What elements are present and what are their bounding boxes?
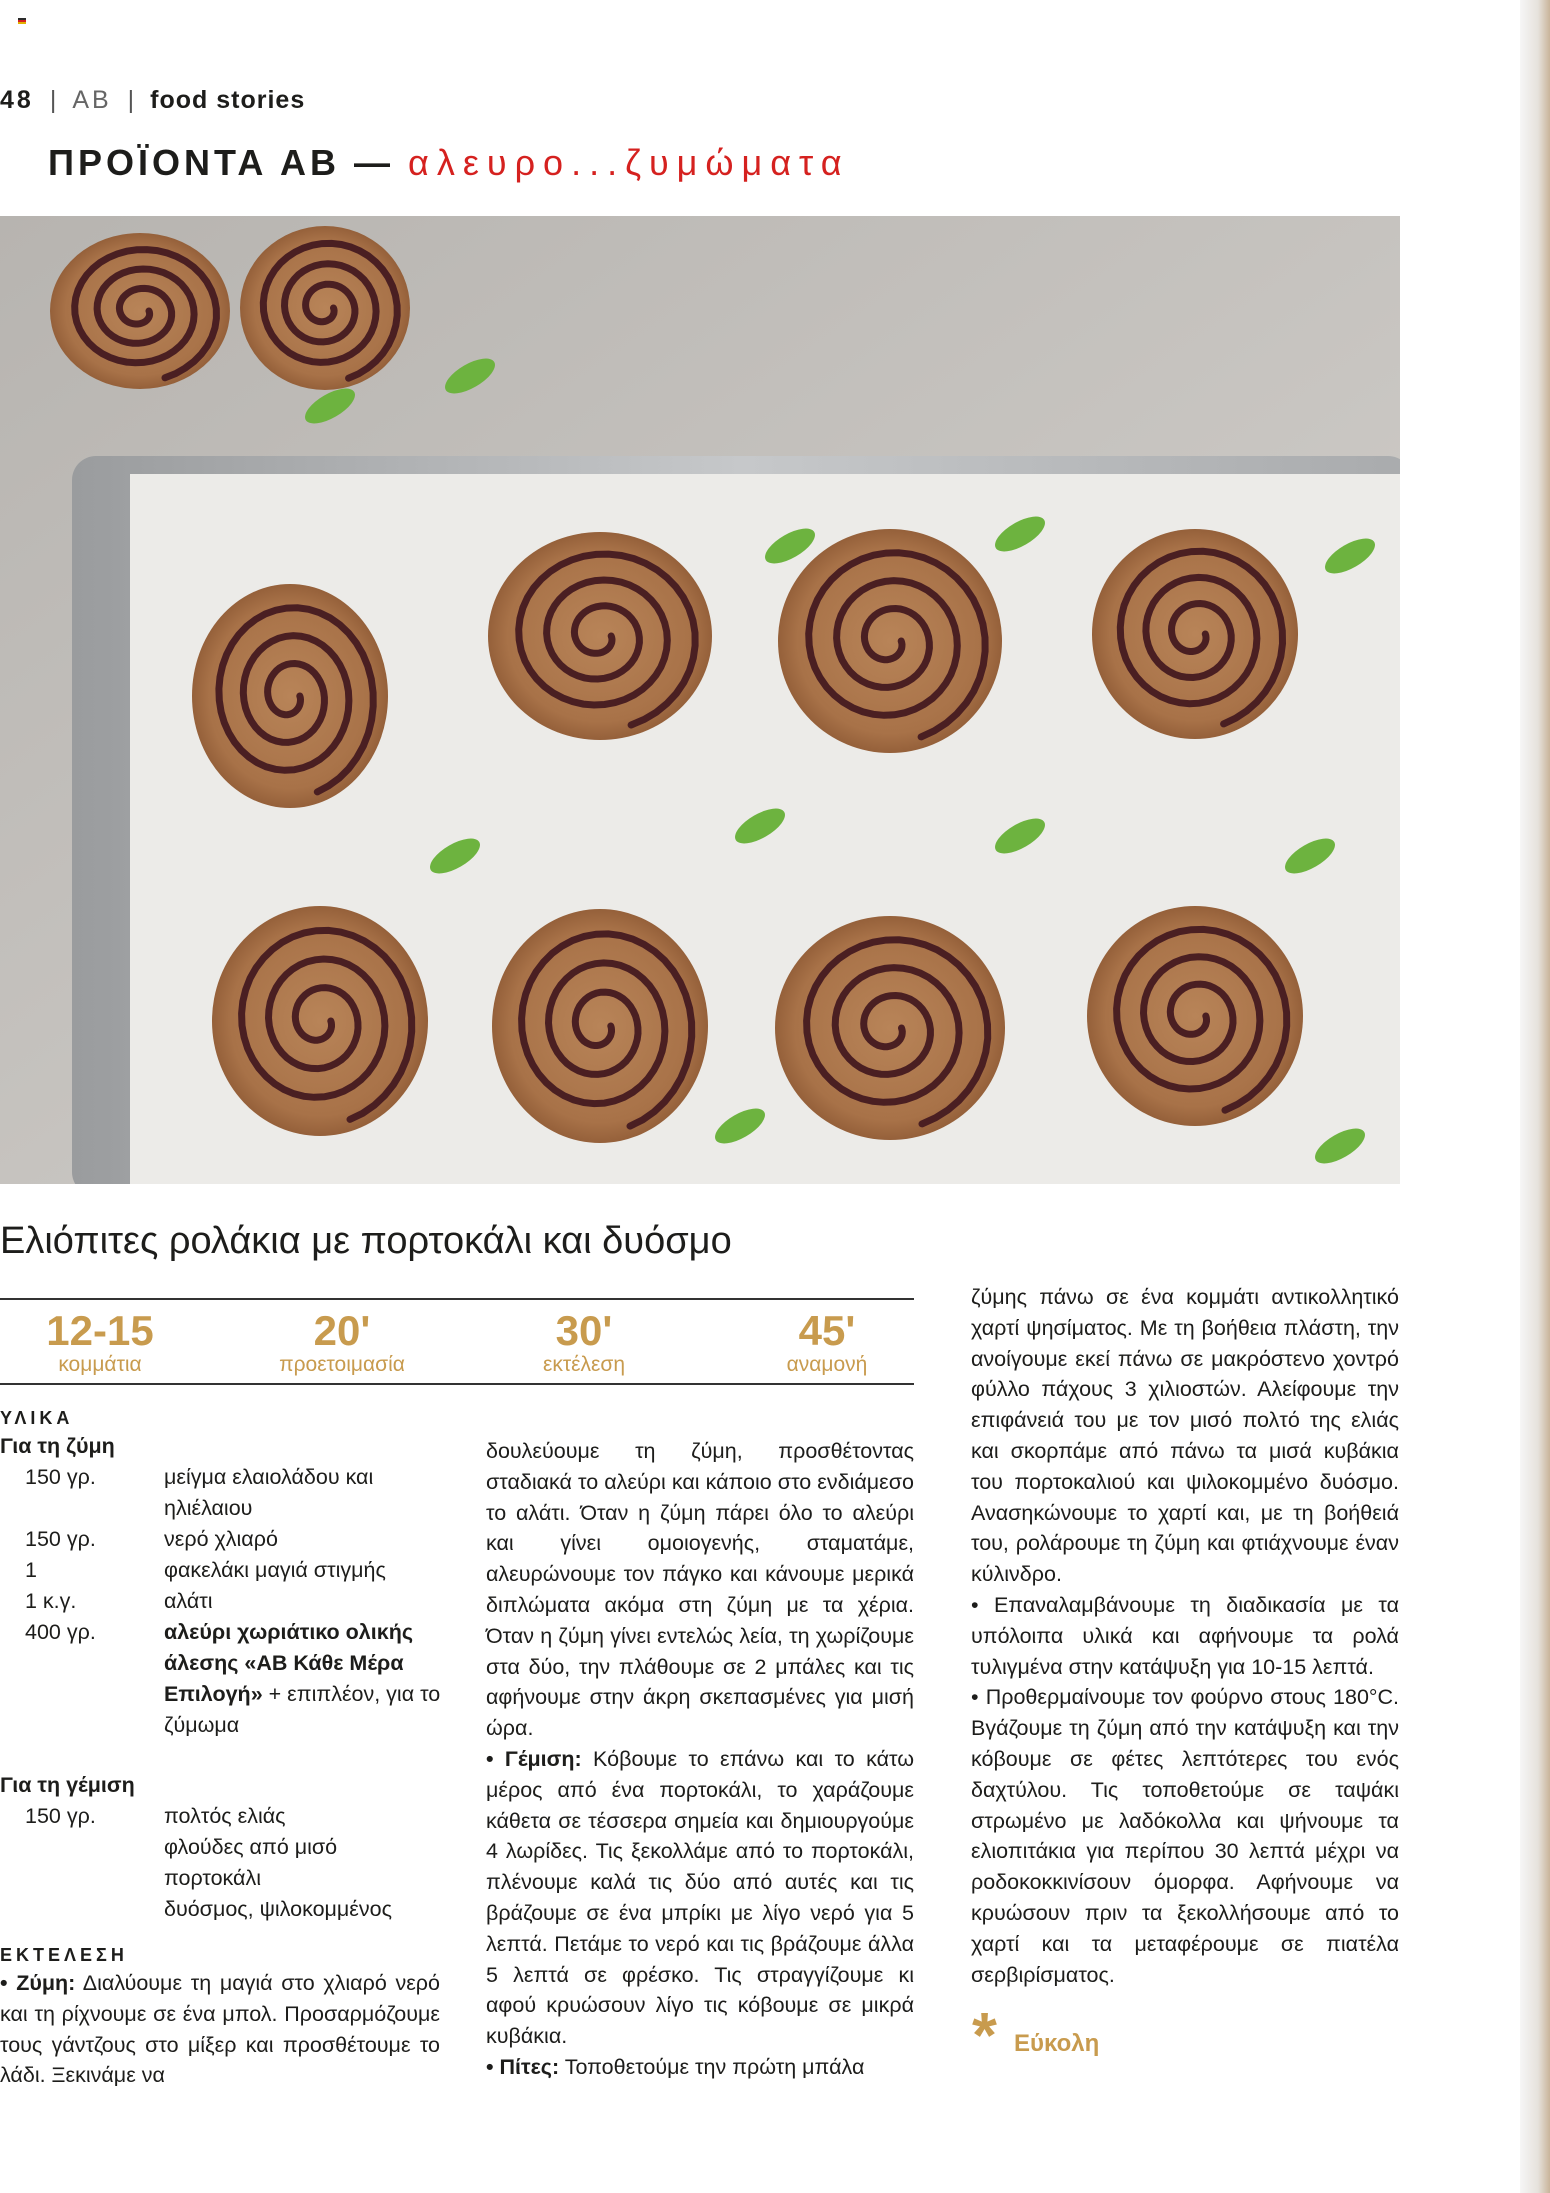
stat-prep — [242, 1307, 442, 1378]
stat-label: εκτέλεση — [542, 1353, 626, 1376]
ingredients — [0, 1408, 460, 2091]
ingredient-name — [164, 1617, 464, 1741]
page-number: 48 — [0, 86, 34, 114]
method-paragraph: • Επαναλαμβάνουμε τη διαδικασία με τα υπόλοιπα υλικά και αφήνουμε τα ρολά τυλιγμένα στην κατάψυξη για 10-15 λεπτά. — [971, 1592, 1399, 1679]
divider — [0, 1298, 914, 1300]
ingredient-qty: 1 — [25, 1558, 37, 1582]
divider — [0, 1383, 914, 1385]
stat-pieces — [0, 1307, 200, 1378]
method-lead: • Πίτες: — [486, 2054, 560, 2079]
difficulty-label: Εύκολη — [1014, 2030, 1100, 2057]
method-heading: ΕΚΤΕΛΕΣΗ — [0, 1945, 128, 1965]
ingredient-note: + επιπλέον, για το ζύμωμα — [164, 1682, 441, 1737]
section-title-red: αλευρο...ζυμώματα — [408, 142, 850, 183]
method-text: Διαλύουμε τη μαγιά στο χλιαρό νερό και τη ρίχνουμε σε ένα μπολ. Προσαρμόζουμε τους γάντζους στο μίξερ και προσθέτουμε το λάδι. Ξεκινάμε να — [0, 1971, 440, 2088]
method-lead: • Γέμιση: — [486, 1746, 582, 1771]
stat-cook — [484, 1307, 684, 1378]
page-header: 48 | ΑΒ | food stories — [0, 86, 306, 114]
stat-value: 45' — [798, 1307, 856, 1354]
ingredient-name: δυόσμος, ψιλοκομμένος — [164, 1897, 392, 1921]
page-edge — [1520, 0, 1550, 2193]
method-lead: • Ζύμη: — [0, 1971, 76, 1995]
method-text: Τοποθετούμε την πρώτη μπάλα — [559, 2054, 865, 2079]
ingredient-qty: 150 γρ. — [25, 1465, 96, 1489]
ingredient-name: φλούδες από μισό πορτοκάλι — [164, 1835, 338, 1890]
method-paragraph: ζύμης πάνω σε ένα κομμάτι αντικολλητικό χαρτί ψησίματος. Με τη βοήθεια πλάστη, την ανοίγουμε εκεί πάνω σε μακρόστενο χοντρό φύλλο πάχους 3 χιλιοστών. Αλείφουμε την επιφάνειά του με τον μισό πολτό της ελιάς και σκορπάμε από πάνω τα μισά κυβάκια του πορτοκαλιού και ψιλοκομμένο δυόσμο. Ανασηκώνουμε το χαρτί και, με τη βοήθειά του, ρολάρουμε τη ζύμη και φτιάχνουμε έναν κύλινδρο. — [971, 1285, 1399, 1587]
ingredient-name: νερό χλιαρό — [164, 1527, 278, 1551]
recipe-photo — [0, 216, 1400, 1184]
stat-value: 12-15 — [46, 1307, 154, 1354]
ingredient-name: μείγμα ελαιολάδου και ηλιέλαιου — [164, 1465, 374, 1520]
method-column-2 — [486, 1436, 914, 2083]
dough-heading: Για τη ζύμη — [0, 1434, 115, 1458]
method-paragraph: δουλεύουμε τη ζύμη, προσθέτοντας σταδιακά το αλεύρι και κάποιο στο ενδιάμεσο το αλάτι. Όταν η ζύμη πάρει όλο το αλεύρι και γίνει ομοιογενής, σταματάμε, αλευρώνουμε τον πάγκο και κάνουμε μερικά διπλώματα ακόμα στη ζύμη με τα χέρια. Όταν η ζύμη γίνει εντελώς λεία, τη χωρίζουμε στα δύο, την πλάθουμε σε 2 μπάλες και τις αφήνουμε στην άκρη σκεπασμένες για μισή ώρα. — [486, 1439, 914, 1741]
method-column-3 — [971, 1282, 1399, 1990]
stat-label: αναμονή — [786, 1353, 868, 1376]
stat-label: προετοιμασία — [279, 1353, 405, 1376]
magazine-name: ΑΒ — [72, 86, 112, 114]
ingredient-name: πολτός ελιάς — [164, 1804, 286, 1828]
recipe-title: Ελιόπιτες ρολάκια με πορτοκάλι και δυόσμο — [0, 1220, 732, 1262]
ingredient-qty: 1 κ.γ. — [25, 1589, 77, 1613]
ingredient-name: αλάτι — [164, 1589, 213, 1613]
ingredient-qty: 400 γρ. — [25, 1620, 96, 1644]
stat-value: 30' — [555, 1307, 613, 1354]
ingredients-heading: ΥΛΙΚΑ — [0, 1408, 74, 1428]
ingredient-qty: 150 γρ. — [25, 1527, 96, 1551]
section-title-black: ΠΡΟΪΟΝΤΑ ΑΒ — — [48, 142, 394, 183]
method-paragraph — [486, 1744, 914, 2052]
asterisk-icon: * — [972, 1999, 997, 2071]
ingredient-product: αλεύρι χωριάτικο ολικής άλεσης «ΑΒ Κάθε Μέρα Επιλογή» — [164, 1620, 414, 1706]
stat-rest — [727, 1307, 927, 1378]
ingredient-name: φακελάκι μαγιά στιγμής — [164, 1558, 386, 1582]
difficulty-badge — [972, 1999, 1100, 2071]
method-dough — [0, 1968, 440, 2091]
section-title — [48, 142, 850, 184]
stat-value: 20' — [313, 1307, 371, 1354]
stat-label: κομμάτια — [58, 1353, 142, 1376]
filling-heading: Για τη γέμιση — [0, 1773, 135, 1797]
brand-name: food stories — [150, 86, 306, 114]
method-paragraph — [486, 2052, 914, 2083]
method-paragraph: • Προθερμαίνουμε τον φούρνο στους 180°C. Βγάζουμε τη ζύμη από την κατάψυξη και την κόβουμε σε φέτες λεπτότερες του ενός δαχτύλου. Τις τοποθετούμε σε ταψάκι στρωμένο με λαδόκολλα και ψήνουμε τα ελιοπιτάκια για περίπου 30 λεπτά μέχρι να ροδοκοκκινίσουν όμορφα. Αφήνουμε να κρυώσουν πριν τα ξεκολλήσουμε από το χαρτί και τα μεταφέρουμε σε πιατέλα σερβιρίσματος. — [971, 1685, 1399, 1987]
ingredient-qty: 150 γρ. — [25, 1804, 96, 1828]
method-text: Κόβουμε το επάνω και το κάτω μέρος από ένα πορτοκάλι, το χαράζουμε κάθετα σε τέσσερα σημεία και δημιουργούμε 4 λωρίδες. Τις ξεκολλάμε από το πορτοκάλι, πλένουμε καλά τις δύο από αυτές και τις βράζουμε σε ένα μπρίκι με λίγο νερό για 5 λεπτά. Πετάμε το νερό και τις βράζουμε άλλα 5 λεπτά σε φρέσκο. Τις στραγγίζουμε κι αφού κρυώσουν λίγο τις κόβουμε σε μικρά κυβάκια. — [486, 1746, 914, 2049]
flag-icon — [18, 18, 26, 24]
